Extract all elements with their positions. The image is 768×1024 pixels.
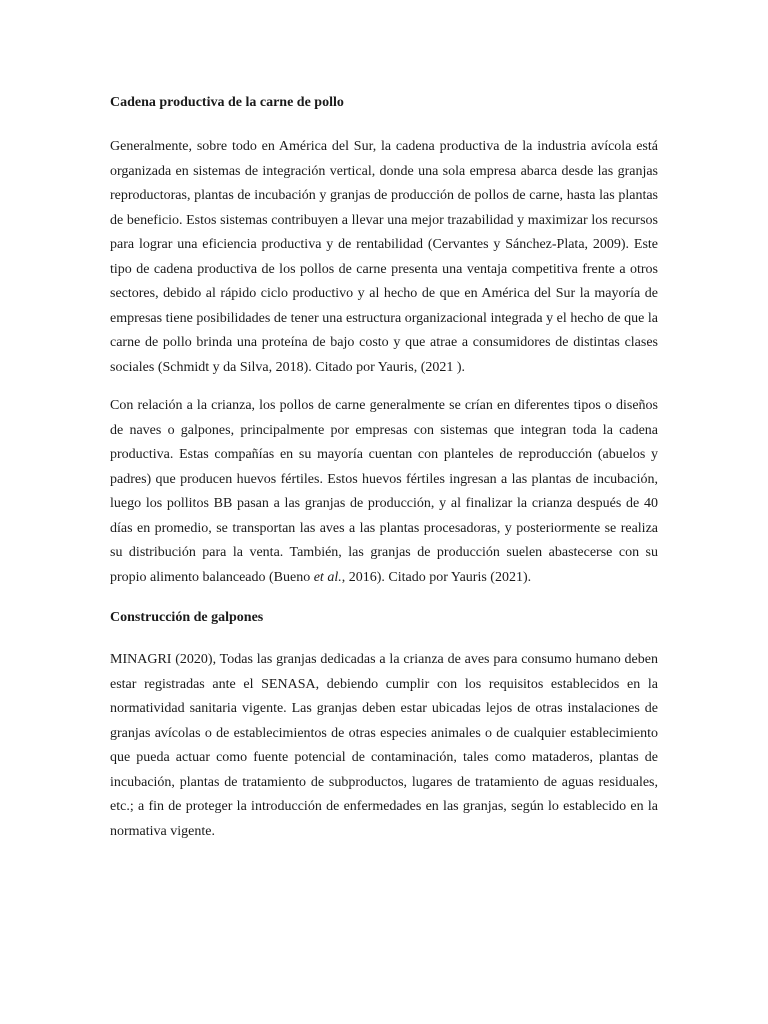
- paragraph-cadena-productiva-2: [110, 394, 658, 590]
- paragraph-cadena-productiva-1: Generalmente, sobre todo en América del Sur, la cadena productiva de la industria avícola está organizada en sistemas de integración vertical, donde una sola empresa abarca desde las granjas reproductoras, plantas de incubación y granjas de producción de pollos de carne, hasta las plantas de beneficio. Estos sistemas contribuyen a llevar una mejor trazabilidad y maximizar los recursos para lograr una eficiencia productiva y de rentabilidad (Cervantes y Sánchez-Plata, 2009). Este tipo de cadena productiva de los pollos de carne presenta una ventaja competitiva frente a otros sectores, debido al rápido ciclo productivo y al hecho de que en América del Sur la mayoría de empresas tiene posibilidades de tener una estructura organizacional integrada y el hecho de que la carne de pollo brinda una proteína de bajo costo y que atrae a consumidores de distintas clases sociales (Schmidt y da Silva, 2018). Citado por Yauris, (2021 ).: [110, 139, 658, 375]
- italic-citation-et-al: et al.: [313, 569, 342, 585]
- paragraph-text-segment: , 2016). Citado por Yauris (2021).: [341, 569, 532, 585]
- document-body: [110, 91, 658, 844]
- paragraph-text-segment: Con relación a la crianza, los pollos de carne generalmente se crían en diferentes tipos o diseños de naves o galpones, principalmente por empresas con sistemas que integran toda la cadena productiva. Estas compañías en su mayoría cuentan con planteles de reproducción (abuelos y padres) que producen huevos fértiles. Estos huevos fértiles ingresan a las plantas de incubación, luego los pollitos BB pasan a las granjas de producción, y al finalizar la crianza después de 40 días en promedio, se transportan las aves a las plantas procesadoras, y posteriormente se realiza su distribución para la venta. También, las granjas de producción suelen abastecerse con su propio alimento balanceado (Bueno: [110, 398, 658, 585]
- paragraph-construccion-galpones-1: MINAGRI (2020), Todas las granjas dedicadas a la crianza de aves para consumo humano deben estar registradas ante el SENASA, debiendo cumplir con los requisitos establecidos en la normatividad sanitaria vigente. Las granjas deben estar ubicadas lejos de otras instalaciones de granjas avícolas o de establecimientos de otras especies animales o de cualquier establecimiento que pueda actuar como fuente potencial de contaminación, tales como mataderos, plantas de incubación, plantas de tratamiento de subproductos, lugares de tratamiento de aguas residuales, etc.; a fin de proteger la introducción de enfermedades en las granjas, según lo establecido en la normativa vigente.: [110, 652, 658, 839]
- section-heading-construccion-galpones: Construcción de galpones: [110, 610, 264, 625]
- section-heading-cadena-productiva: Cadena productiva de la carne de pollo: [110, 95, 344, 110]
